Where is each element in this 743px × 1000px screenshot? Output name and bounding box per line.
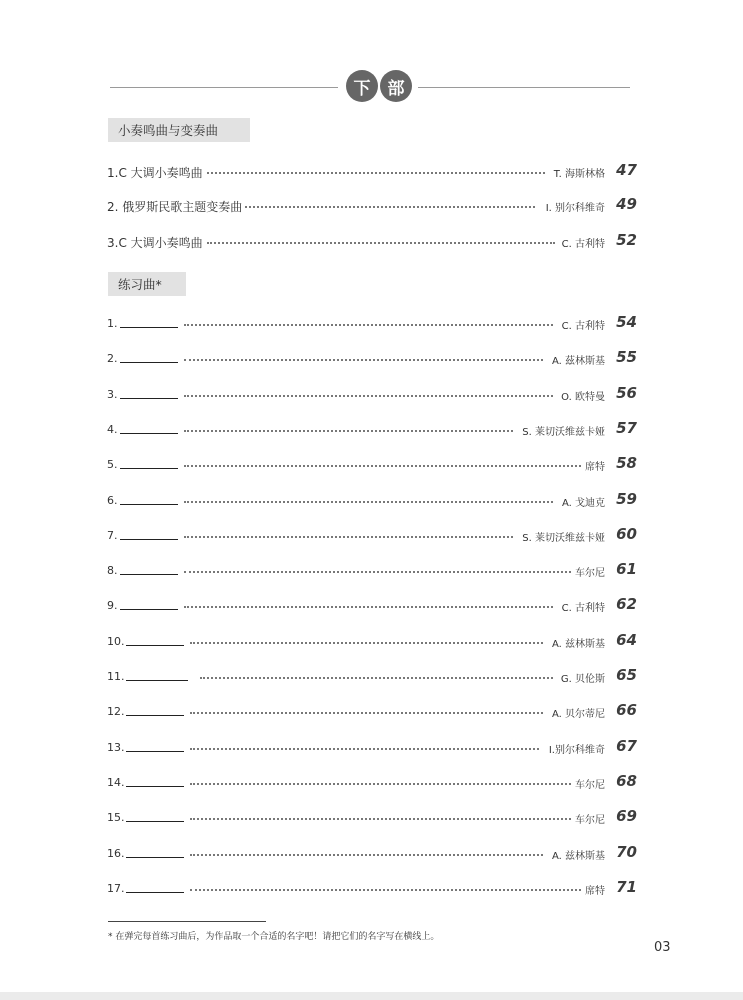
dot-leader [184,465,581,467]
toc-row [107,384,637,404]
item-number: 8. [107,564,118,578]
toc-row [107,195,637,215]
page-ref: 56 [616,383,637,402]
item-number: 16. [107,846,125,860]
composer-name: A. 戈迪克 [561,497,605,509]
name-blank-line[interactable] [120,362,178,363]
toc-row [107,878,637,898]
toc-row [107,666,637,686]
composer-name: S. 莱切沃维兹卡娅 [522,426,605,438]
page-ref: 68 [616,771,637,790]
composer-name: I. 别尔科维奇 [545,203,605,214]
composer-name: A. 茲林斯基 [551,356,605,368]
composer-name: 车尔尼 [575,568,605,580]
dot-leader [207,172,545,174]
name-blank-line[interactable] [120,574,178,575]
section-label-sonatinas: 小奏鸣曲与变奏曲 [108,118,250,142]
composer-name: 车尔尼 [575,779,605,791]
page-ref: 67 [616,736,637,755]
name-blank-line[interactable] [120,327,178,328]
name-blank-line[interactable] [120,504,178,505]
page-ref: 58 [616,454,637,473]
composer-name: I.别尔科维奇 [548,744,605,756]
toc-row [107,161,637,181]
item-number: 10. [107,634,125,648]
page-ref: 47 [616,161,637,179]
item-number: 2. [107,352,118,366]
toc-row [107,419,637,439]
page-ref: 57 [616,418,637,437]
name-blank-line[interactable] [120,398,178,399]
name-blank-line[interactable] [120,539,178,540]
header-rule-left [110,87,338,88]
item-number: 13. [107,740,125,754]
dot-leader [184,359,543,361]
composer-name: 席特 [585,462,605,474]
item-number: 11. [107,670,125,683]
page-ref: 52 [616,231,637,249]
toc-row [107,807,637,827]
bottom-band [0,992,743,1000]
page-ref: 66 [616,701,637,720]
dot-leader [190,783,571,785]
page-ref: 54 [616,313,637,331]
toc-row [107,525,637,545]
toc-row [107,631,637,651]
name-blank-line[interactable] [126,751,184,752]
dot-leader [190,642,543,644]
name-blank-line[interactable] [126,857,184,858]
composer-name: A. 贝尔蒂尼 [551,709,605,721]
name-blank-line[interactable] [120,433,178,434]
name-blank-line[interactable] [126,715,184,716]
page-number: 03 [654,940,671,955]
page-ref: 70 [616,842,637,861]
composer-name: C. 古利特 [561,603,605,615]
toc-row [107,348,637,368]
item-number: 12. [107,705,125,719]
toc-row [107,701,637,721]
page-ref: 61 [616,560,637,579]
toc-row [107,454,637,474]
dot-leader [184,430,513,432]
composer-name: C. 古利特 [561,239,605,250]
composer-name: T. 海斯林格 [553,169,605,180]
page-ref: 71 [616,877,637,896]
section-label-etudes: 练习曲* [108,272,186,296]
name-blank-line[interactable] [126,892,184,893]
composer-name: A. 兹林斯基 [551,850,605,862]
dot-leader [184,324,553,326]
toc-row [107,595,637,615]
dot-leader [190,854,543,856]
header-char-badge: 部 [380,70,412,102]
dot-leader [184,606,553,608]
piece-title: 1.C 大调小奏鸣曲 [107,166,203,180]
item-number: 4. [107,422,118,436]
footnote: * 在弹完每首练习曲后，为作品取一个合适的名字吧！请把它们的名字写在横线上。 [108,932,440,942]
item-number: 7. [107,528,118,542]
name-blank-line[interactable] [120,609,178,610]
toc-row [107,313,637,333]
item-number: 9. [107,599,118,613]
toc-row [107,560,637,580]
composer-name: A. 兹林斯基 [551,638,605,650]
composer-name: S. 莱切沃维兹卡娅 [522,532,605,544]
piece-title: 3.C 大调小奏鸣曲 [107,236,203,250]
composer-name: O. 欧特曼 [561,391,605,403]
toc-row [107,772,637,792]
composer-name: G. 贝伦斯 [560,674,605,685]
dot-leader [184,536,513,538]
page-ref: 60 [616,524,637,543]
page-ref: 62 [616,595,637,614]
name-blank-line[interactable] [126,645,184,646]
dot-leader [190,818,571,820]
header-char-badge: 下 [346,70,378,102]
item-number: 17. [107,881,125,895]
page-ref: 55 [616,348,637,367]
part-header [110,70,630,106]
footnote-rule [108,921,266,922]
item-number: 3. [107,387,118,401]
dot-leader [184,501,553,503]
item-number: 1. [107,317,118,330]
composer-name: 席特 [585,885,605,897]
name-blank-line[interactable] [120,468,178,469]
dot-leader [190,748,539,750]
dot-leader [207,242,555,244]
page-ref: 65 [616,666,637,684]
page-ref: 64 [616,630,637,649]
dot-leader [184,395,553,397]
page-ref: 49 [616,195,637,213]
toc-row [107,737,637,757]
toc-row [107,231,637,251]
dot-leader [200,677,553,679]
item-number: 14. [107,775,125,789]
item-number: 6. [107,493,118,507]
piece-title: 2. 俄罗斯民歌主题变奏曲 [107,200,243,214]
page-ref: 69 [616,807,637,826]
name-blank-line[interactable] [126,821,184,822]
name-blank-line[interactable] [126,786,184,787]
composer-name: C. 古利特 [561,321,605,332]
composer-name: 车尔尼 [575,815,605,827]
page-ref: 59 [616,489,637,508]
item-number: 15. [107,811,125,825]
item-number: 5. [107,458,118,472]
name-blank-line[interactable] [126,680,188,681]
dot-leader [190,712,543,714]
dot-leader [245,206,535,208]
dot-leader [184,571,571,573]
dot-leader [190,889,581,891]
toc-row [107,843,637,863]
toc-row [107,490,637,510]
header-rule-right [418,87,630,88]
